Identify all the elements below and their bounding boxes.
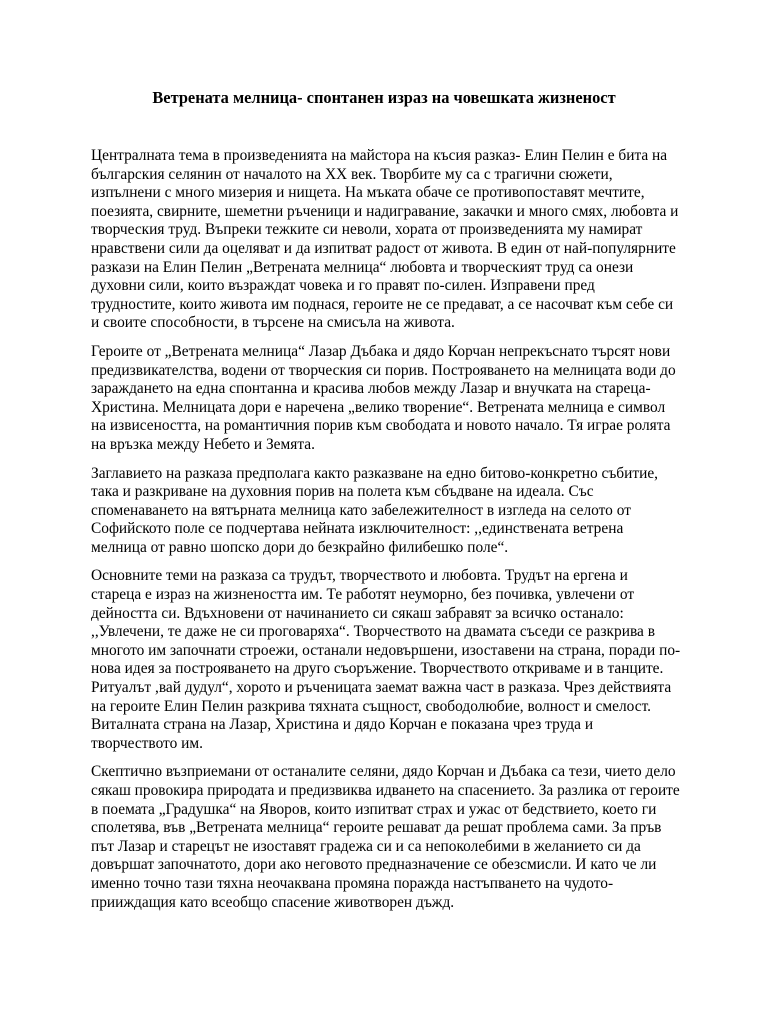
paragraph: Заглавието на разказа предполага както разказване на едно битово-конкретно събитие, така и разкриване на духовния порив на полета към сбъдване на идеала. Със споменаването на вятърната мелница като забележителност в изгледа на селото от Софийското поле се подчертава нейната изключителност: ,,единствената ветрена мелница от равно шопско дори до безкрайно филибешко поле“.: [91, 464, 659, 556]
paragraph: Героите от „Ветрената мелница“ Лазар Дъбака и дядо Корчан непрекъснато търсят нови предизвикателства, водени от творческия си порив. Построяването на мелницата води до зараждането на една спонтанна и красива любов между Лазар и внучката на стареца- Христина. Мелницата дори е наречена „велико творение“. Ветрената мелница е символ на извисеността, на романтичния порив към свободата и новото начало. Тя играе ролята на връзка между Небето и Земята.: [91, 342, 676, 453]
document-body: [91, 147, 681, 922]
paragraph: Централната тема в произведенията на майстора на късия разказ- Елин Пелин е бита на българския селянин от началото на XX век. Творбите му са с трагични сюжети, изпълнени с много мизерия и нищета. На мъката обаче се противопоставят мечтите, поезията, свирните, шеметни ръченици и надигравание, закачки и много смях, любовта и творческия труд. Въпреки тежките си неволи, хората от произведенията му намират нравствени сили да оцеляват и да изпитват радост от живота. В един от най-популярните разкази на Елин Пелин „Ветрената мелница“ любовта и творческият труд са онези духовни сили, които възраждат човека и го правят по-силен. Изправени пред трудностите, които живота им поднася, героите не се предават, а се насочват към себе си и своите способности, в търсене на смисъла на живота.: [91, 147, 679, 332]
paragraph: Основните теми на разказа са трудът, творчеството и любовта. Трудът на ергена и стареца е израз на жизнеността им. Те работят неуморно, без почивка, увлечени от дейността си. Вдъхновени от начинанието си сякаш забравят за всичко останало: ,,Увлечени, те даже не си проговаряха“. Творчеството на двамата съседи се разкрива в многото им започнати строежи, останали недовършени, изоставени на страна, поради по-нова идея за построяването на друго съоръжение. Творчеството откриваме и в танците. Ритуалът ,вай дудул“, хорото и ръченицата заемат важна част в разказа. Чрез действията на героите Елин Пелин разкрива тяхната същност, свободолюбие, волност и смелост. Виталната страна на Лазар, Христина и дядо Корчан е показана чрез труда и творчеството им.: [91, 567, 681, 752]
paragraph: Скептично възприемани от останалите селяни, дядо Корчан и Дъбака са тези, чието дело сякаш провокира природата и предизвиква идването на спасението. За разлика от героите в поемата „Градушка“ на Яворов, които изпитват страх и ужас от бедствието, което ги сполетява, във „Ветрената мелница“ героите решават да решат проблема сами. За пръв път Лазар и старецът не изоставят градежа си и са непоколебими в желанието си да довършат започнатото, дори ако неговото предназначение се обезсмисли. И като че ли именно точно тази тяхна неочаквана промяна поражда настъпването на чудото-прииждащия като всеобщо спасение животворен дъжд.: [91, 763, 680, 911]
document-title: Ветрената мелница- спонтанен израз на човешката жизненост: [152, 88, 616, 107]
